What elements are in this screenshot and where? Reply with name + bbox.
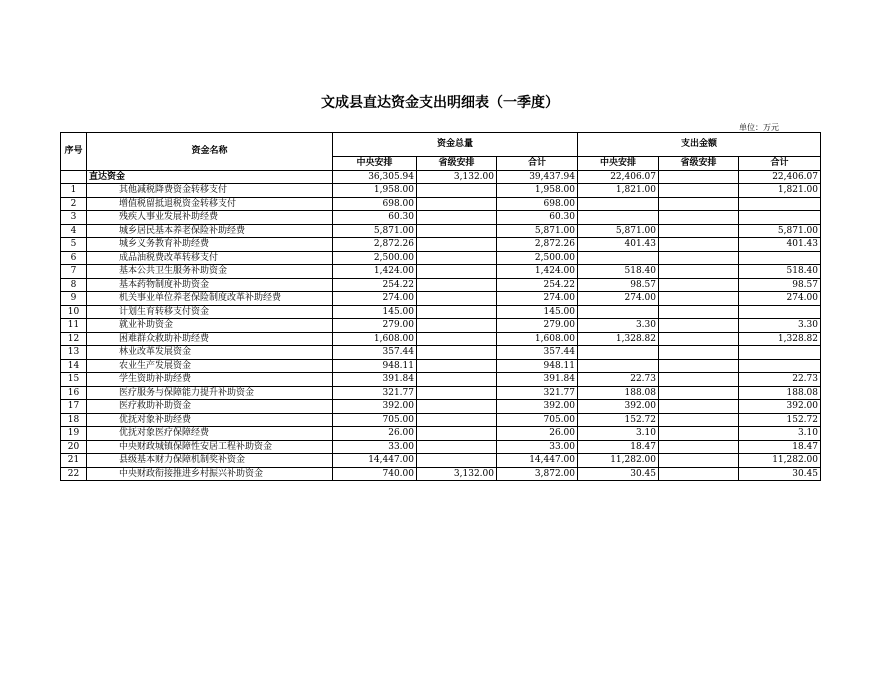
row-fund-name: 优抚对象医疗保障经费	[87, 427, 333, 441]
row-fund-name: 增值税留抵退税资金转移支付	[87, 197, 333, 211]
row-total-sum: 391.84	[497, 373, 578, 387]
table-row	[61, 386, 821, 400]
row-total-central: 2,500.00	[333, 251, 417, 265]
row-spend-provincial	[659, 319, 739, 333]
row-total-sum: 274.00	[497, 292, 578, 306]
row-spend-central: 22.73	[578, 373, 659, 387]
header-total-provincial: 省级安排	[417, 157, 497, 171]
table-row	[61, 440, 821, 454]
row-total-central: 392.00	[333, 400, 417, 414]
row-total-provincial	[417, 454, 497, 468]
row-total-sum: 254.22	[497, 278, 578, 292]
row-spend-sum: 401.43	[739, 238, 821, 252]
header-spend-provincial: 省级安排	[659, 157, 739, 171]
row-total-provincial: 3,132.00	[417, 467, 497, 481]
row-total-central: 2,872.26	[333, 238, 417, 252]
row-spend-provincial	[659, 400, 739, 414]
header-fund-name: 资金名称	[87, 133, 333, 171]
header-total-central: 中央安排	[333, 157, 417, 171]
row-spend-provincial	[659, 184, 739, 198]
row-seq: 2	[61, 197, 87, 211]
summary-spend-central: 22,406.07	[578, 170, 659, 184]
row-seq: 12	[61, 332, 87, 346]
row-spend-sum: 1,821.00	[739, 184, 821, 198]
row-spend-sum: 188.08	[739, 386, 821, 400]
table-row	[61, 184, 821, 198]
summary-seq	[61, 170, 87, 184]
row-total-provincial	[417, 413, 497, 427]
row-spend-central: 5,871.00	[578, 224, 659, 238]
row-total-sum: 3,872.00	[497, 467, 578, 481]
row-total-central: 14,447.00	[333, 454, 417, 468]
row-seq: 11	[61, 319, 87, 333]
row-fund-name: 困难群众救助补助经费	[87, 332, 333, 346]
row-seq: 19	[61, 427, 87, 441]
row-total-central: 705.00	[333, 413, 417, 427]
row-spend-sum: 22.73	[739, 373, 821, 387]
row-total-sum: 698.00	[497, 197, 578, 211]
row-total-sum: 60.30	[497, 211, 578, 225]
row-spend-sum: 392.00	[739, 400, 821, 414]
table-row	[61, 467, 821, 481]
table-row	[61, 413, 821, 427]
row-spend-provincial	[659, 467, 739, 481]
row-fund-name: 医疗救助补助资金	[87, 400, 333, 414]
header-spend-sum: 合计	[739, 157, 821, 171]
row-total-central: 254.22	[333, 278, 417, 292]
row-fund-name: 学生资助补助经费	[87, 373, 333, 387]
summary-central: 36,305.94	[333, 170, 417, 184]
row-total-central: 1,424.00	[333, 265, 417, 279]
row-total-provincial	[417, 440, 497, 454]
row-fund-name: 医疗服务与保障能力提升补助资金	[87, 386, 333, 400]
row-spend-provincial	[659, 292, 739, 306]
expenditure-table	[60, 132, 821, 481]
table-row	[61, 454, 821, 468]
row-seq: 20	[61, 440, 87, 454]
row-spend-central: 11,282.00	[578, 454, 659, 468]
table-row	[61, 427, 821, 441]
row-fund-name: 中央财政衔接推进乡村振兴补助资金	[87, 467, 333, 481]
unit-label: 单位：万元	[739, 123, 779, 132]
row-spend-provincial	[659, 238, 739, 252]
row-spend-central: 1,821.00	[578, 184, 659, 198]
row-total-central: 740.00	[333, 467, 417, 481]
row-spend-central: 1,328.82	[578, 332, 659, 346]
row-total-provincial	[417, 400, 497, 414]
row-spend-sum: 3.30	[739, 319, 821, 333]
row-spend-central	[578, 359, 659, 373]
row-spend-central: 401.43	[578, 238, 659, 252]
row-seq: 6	[61, 251, 87, 265]
row-seq: 17	[61, 400, 87, 414]
table-row	[61, 319, 821, 333]
row-spend-sum	[739, 346, 821, 360]
row-total-central: 5,871.00	[333, 224, 417, 238]
table-row	[61, 292, 821, 306]
table-row	[61, 373, 821, 387]
row-total-sum: 26.00	[497, 427, 578, 441]
row-spend-central: 518.40	[578, 265, 659, 279]
row-spend-sum: 30.45	[739, 467, 821, 481]
row-spend-sum	[739, 197, 821, 211]
row-spend-provincial	[659, 359, 739, 373]
row-spend-sum	[739, 305, 821, 319]
row-fund-name: 机关事业单位养老保险制度改革补助经费	[87, 292, 333, 306]
summary-provincial: 3,132.00	[417, 170, 497, 184]
row-spend-sum: 1,328.82	[739, 332, 821, 346]
row-spend-provincial	[659, 332, 739, 346]
row-spend-central	[578, 197, 659, 211]
header-spend-group: 支出金额	[578, 133, 821, 157]
row-seq: 14	[61, 359, 87, 373]
row-total-central: 698.00	[333, 197, 417, 211]
table-row	[61, 238, 821, 252]
row-total-central: 391.84	[333, 373, 417, 387]
row-spend-central: 98.57	[578, 278, 659, 292]
row-total-central: 279.00	[333, 319, 417, 333]
summary-spend-sum: 22,406.07	[739, 170, 821, 184]
row-total-central: 60.30	[333, 211, 417, 225]
row-spend-central: 3.30	[578, 319, 659, 333]
row-fund-name: 其他减税降费资金转移支付	[87, 184, 333, 198]
row-spend-sum: 274.00	[739, 292, 821, 306]
row-seq: 7	[61, 265, 87, 279]
row-total-sum: 33.00	[497, 440, 578, 454]
row-fund-name: 基本公共卫生服务补助资金	[87, 265, 333, 279]
row-fund-name: 残疾人事业发展补助经费	[87, 211, 333, 225]
row-seq: 13	[61, 346, 87, 360]
row-spend-central: 274.00	[578, 292, 659, 306]
row-total-provincial	[417, 359, 497, 373]
row-total-provincial	[417, 373, 497, 387]
row-fund-name: 中央财政城镇保障性安居工程补助资金	[87, 440, 333, 454]
header-row-1	[61, 133, 821, 157]
row-spend-provincial	[659, 265, 739, 279]
row-spend-sum: 11,282.00	[739, 454, 821, 468]
row-total-provincial	[417, 332, 497, 346]
table-row	[61, 211, 821, 225]
row-total-sum: 321.77	[497, 386, 578, 400]
row-fund-name: 成品油税费改革转移支付	[87, 251, 333, 265]
table-row	[61, 197, 821, 211]
row-fund-name: 林业改革发展资金	[87, 346, 333, 360]
row-spend-sum: 152.72	[739, 413, 821, 427]
header-total-group: 资金总量	[333, 133, 578, 157]
row-spend-central: 18.47	[578, 440, 659, 454]
row-spend-central	[578, 346, 659, 360]
row-spend-sum: 18.47	[739, 440, 821, 454]
row-total-sum: 357.44	[497, 346, 578, 360]
row-spend-provincial	[659, 224, 739, 238]
row-spend-provincial	[659, 440, 739, 454]
table-row	[61, 265, 821, 279]
row-spend-sum	[739, 251, 821, 265]
row-total-sum: 145.00	[497, 305, 578, 319]
page-title: 文成县直达资金支出明细表（一季度）	[321, 95, 559, 111]
row-total-provincial	[417, 265, 497, 279]
row-total-provincial	[417, 292, 497, 306]
row-fund-name: 城乡义务教育补助经费	[87, 238, 333, 252]
row-total-sum: 2,500.00	[497, 251, 578, 265]
summary-row	[61, 170, 821, 184]
row-total-sum: 279.00	[497, 319, 578, 333]
row-fund-name: 农业生产发展资金	[87, 359, 333, 373]
row-seq: 21	[61, 454, 87, 468]
row-spend-provincial	[659, 346, 739, 360]
row-spend-sum	[739, 211, 821, 225]
row-total-central: 145.00	[333, 305, 417, 319]
row-spend-central: 3.10	[578, 427, 659, 441]
row-total-sum: 2,872.26	[497, 238, 578, 252]
row-seq: 4	[61, 224, 87, 238]
row-total-provincial	[417, 278, 497, 292]
row-total-provincial	[417, 305, 497, 319]
row-spend-provincial	[659, 251, 739, 265]
row-total-central: 1,958.00	[333, 184, 417, 198]
row-total-central: 1,608.00	[333, 332, 417, 346]
table-row	[61, 332, 821, 346]
row-spend-provincial	[659, 386, 739, 400]
row-seq: 16	[61, 386, 87, 400]
row-spend-central	[578, 211, 659, 225]
row-total-sum: 392.00	[497, 400, 578, 414]
row-spend-central: 188.08	[578, 386, 659, 400]
row-spend-provincial	[659, 454, 739, 468]
row-seq: 8	[61, 278, 87, 292]
header-total-sum: 合计	[497, 157, 578, 171]
summary-name: 直达资金	[87, 170, 333, 184]
row-seq: 15	[61, 373, 87, 387]
table-row	[61, 346, 821, 360]
row-spend-provincial	[659, 305, 739, 319]
row-seq: 18	[61, 413, 87, 427]
row-total-sum: 5,871.00	[497, 224, 578, 238]
row-spend-central: 392.00	[578, 400, 659, 414]
row-seq: 10	[61, 305, 87, 319]
row-fund-name: 计划生育转移支付资金	[87, 305, 333, 319]
row-total-provincial	[417, 251, 497, 265]
table-row	[61, 278, 821, 292]
row-fund-name: 基本药物制度补助资金	[87, 278, 333, 292]
row-total-provincial	[417, 427, 497, 441]
row-total-sum: 14,447.00	[497, 454, 578, 468]
row-spend-provincial	[659, 373, 739, 387]
table-row	[61, 359, 821, 373]
row-spend-central	[578, 251, 659, 265]
row-total-central: 274.00	[333, 292, 417, 306]
row-spend-provincial	[659, 413, 739, 427]
row-spend-sum: 518.40	[739, 265, 821, 279]
table-row	[61, 224, 821, 238]
row-spend-sum: 5,871.00	[739, 224, 821, 238]
row-total-central: 33.00	[333, 440, 417, 454]
row-fund-name: 县级基本财力保障机制奖补资金	[87, 454, 333, 468]
row-total-provincial	[417, 238, 497, 252]
table-row	[61, 251, 821, 265]
row-spend-provincial	[659, 211, 739, 225]
header-seq: 序号	[61, 133, 87, 171]
summary-sum: 39,437.94	[497, 170, 578, 184]
row-seq: 22	[61, 467, 87, 481]
row-total-provincial	[417, 211, 497, 225]
row-total-provincial	[417, 319, 497, 333]
row-seq: 3	[61, 211, 87, 225]
row-total-central: 357.44	[333, 346, 417, 360]
row-spend-provincial	[659, 278, 739, 292]
row-total-sum: 948.11	[497, 359, 578, 373]
row-total-provincial	[417, 184, 497, 198]
row-total-sum: 1,958.00	[497, 184, 578, 198]
row-spend-provincial	[659, 427, 739, 441]
row-total-central: 321.77	[333, 386, 417, 400]
row-spend-central: 152.72	[578, 413, 659, 427]
header-spend-central: 中央安排	[578, 157, 659, 171]
row-total-central: 948.11	[333, 359, 417, 373]
row-total-provincial	[417, 346, 497, 360]
row-spend-central	[578, 305, 659, 319]
row-total-provincial	[417, 224, 497, 238]
row-seq: 1	[61, 184, 87, 198]
row-total-provincial	[417, 197, 497, 211]
row-spend-provincial	[659, 197, 739, 211]
row-spend-sum: 98.57	[739, 278, 821, 292]
table-row	[61, 400, 821, 414]
row-spend-central: 30.45	[578, 467, 659, 481]
row-seq: 9	[61, 292, 87, 306]
row-seq: 5	[61, 238, 87, 252]
row-total-sum: 1,424.00	[497, 265, 578, 279]
summary-spend-provincial	[659, 170, 739, 184]
table-row	[61, 305, 821, 319]
row-fund-name: 城乡居民基本养老保险补助经费	[87, 224, 333, 238]
row-fund-name: 就业补助资金	[87, 319, 333, 333]
row-spend-sum	[739, 359, 821, 373]
row-fund-name: 优抚对象补助经费	[87, 413, 333, 427]
row-total-sum: 1,608.00	[497, 332, 578, 346]
row-spend-sum: 3.10	[739, 427, 821, 441]
row-total-sum: 705.00	[497, 413, 578, 427]
row-total-provincial	[417, 386, 497, 400]
row-total-central: 26.00	[333, 427, 417, 441]
